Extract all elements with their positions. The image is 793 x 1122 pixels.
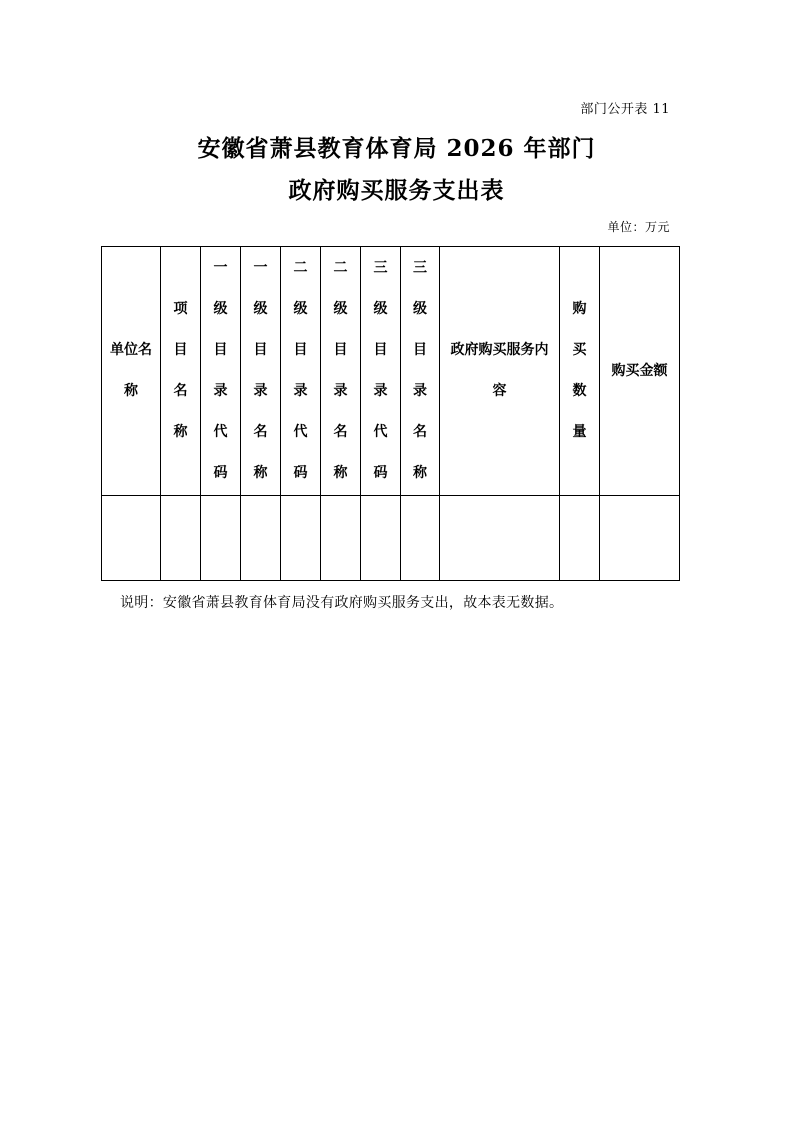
header-cell [600, 247, 680, 496]
column-header-service-content: 政府购买服务内容 [450, 342, 549, 399]
table-cell [401, 496, 440, 581]
column-header-level1-code: 一级目录代码 [213, 260, 228, 481]
header-cell [321, 247, 361, 496]
header-cell [281, 247, 321, 496]
header-cell [201, 247, 241, 496]
header-cell [401, 247, 440, 496]
table-row [102, 496, 680, 581]
header-cell [560, 247, 600, 496]
column-header-project-name: 项目名称 [173, 301, 188, 440]
form-number: 部门公开表 11 [580, 102, 670, 117]
table-cell [281, 496, 321, 581]
table-cell [201, 496, 241, 581]
table-cell [440, 496, 560, 581]
column-header-level3-code: 三级目录代码 [373, 260, 388, 481]
column-header-unit-name: 单位名称 [110, 342, 152, 399]
table-note: 说明：安徽省萧县教育体育局没有政府购买服务支出，故本表无数据。 [120, 595, 564, 611]
expenditure-table [101, 246, 680, 581]
column-header-quantity: 购买数量 [572, 301, 587, 440]
column-header-amount: 购买金额 [611, 362, 668, 379]
header-cell [241, 247, 281, 496]
header-cell [440, 247, 560, 496]
column-header-level3-name: 三级目录名称 [412, 260, 427, 481]
table-cell [102, 496, 161, 581]
column-header-level2-name: 二级目录名称 [333, 260, 348, 481]
header-cell [102, 247, 161, 496]
table-header-row [102, 247, 680, 496]
column-header-level1-name: 一级目录名称 [253, 260, 268, 481]
table-cell [361, 496, 401, 581]
page-subtitle: 政府购买服务支出表 [288, 177, 505, 204]
table-cell [321, 496, 361, 581]
table-cell [560, 496, 600, 581]
header-cell [161, 247, 201, 496]
column-header-level2-code: 二级目录代码 [293, 260, 308, 481]
table-cell [600, 496, 680, 581]
header-cell [361, 247, 401, 496]
page-title: 安徽省萧县教育体育局 2026 年部门 [197, 135, 596, 162]
table-cell [161, 496, 201, 581]
unit-label: 单位：万元 [607, 220, 670, 234]
table-cell [241, 496, 281, 581]
